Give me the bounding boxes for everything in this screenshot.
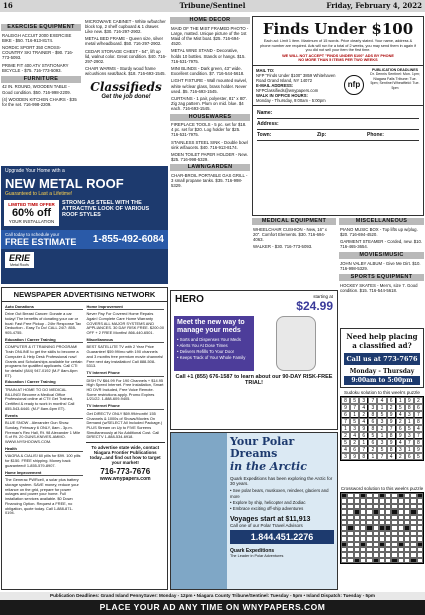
sudoku-cell: 2 [414,397,423,404]
deadlines-text: Dr. Dennis Sentinel: Mon. 1pm; Niagara Falls Tribune: Tue. 5pm; Sentinel Wheatfield: Tue. 5pm [370,72,420,90]
listing: CURTAINS - 1 pair, polyester, 81" x 80". Zig zag pattern. Plum on mid. blue. $4 each. 716-693-1545. [171,95,248,112]
sudoku-cell: 6 [350,446,359,453]
sudoku-cell: 7 [387,425,396,432]
section-furniture: FURNITURE [1,76,81,83]
finds-warning: WE WILL NOT ACCEPT "FINDS UNDER $100" ADS BY PHONE [282,53,394,58]
section-lawn-garden: LAWN/GARDEN [170,164,250,171]
sudoku-cell: 1 [359,439,368,446]
sudoku-cell: 1 [350,411,359,418]
arctic-voyages: Voyages start at $11,913 [230,516,311,523]
help-box [340,328,424,388]
network-cta: To advertise state wide, contact Niagara Frontier Publications today...and find out how to target your market! [89,445,161,466]
sudoku-cell: 2 [359,411,368,418]
finds-under-100-form [252,16,424,216]
crossword-solution [340,486,424,590]
listing: HOCKEY SKATES - Men's, size 7. Good condition. $15. 716-544-5618. [340,282,418,293]
arctic-call: Call one of our Polar Travel Advisors [230,523,303,528]
hero-headline: Meet the new way to manage your meds [177,319,245,334]
sudoku-cell: 5 [341,439,350,446]
sudoku-cell: 2 [396,418,405,425]
footer-cta[interactable]: PLACE YOUR AD ANY TIME ON WNYPAPERS.COM [0,600,425,615]
network-listing: Drive Out Breast Cancer: Donate a car today! The benefits of donating your car or boat: Fast Free Pickup - 24hr Response Tax Deduction - Easy To Do! CALL 24/7: 855-905-4755. [5,311,82,336]
sudoku-cell: 7 [414,432,423,439]
listing: METAL BED FRAME - Queen size, silver metal w/headboard. $50. 716-297-2902. [85,36,164,47]
sudoku-cell: 8 [405,404,414,411]
network-phone[interactable]: 716-773-7676 [100,467,151,477]
sudoku-cell: 5 [350,418,359,425]
sudoku-cell: 3 [405,411,414,418]
sudoku-cell: 3 [377,439,386,446]
sudoku-cell: 1 [405,418,414,425]
section-home-decor: HOME DECOR [170,17,250,24]
mail-to-label: MAIL TO: [256,67,275,73]
sudoku-cell: 7 [350,404,359,411]
sudoku-cell: 5 [414,453,423,460]
zip-field[interactable]: Zip: [317,131,327,138]
arctic-features [230,488,334,512]
listing: GARMENT STEAMER - Corded, new. $10. 716-465-3654. [340,238,423,250]
network-right-column [86,305,166,441]
listing: (4) WOODEN KITCHEN CHAIRS - $35 for the set. 716-998-2209. [2,96,77,108]
sudoku-cell: 7 [368,397,377,404]
listing: MAID OF THE MIST FRAMED PHOTO - Large, matted. Unique picture of the 1st Maid of the Mist boat. $25. 716-694-4520. [171,25,249,47]
finds-title: Finds Under $100 [262,20,414,38]
sudoku-cell: 5 [377,411,386,418]
phone-field[interactable]: Phone: [367,131,384,138]
sudoku-cell: 7 [377,453,386,460]
hero-call[interactable]: Call +1 (855) 676-1587 to learn about our 90-DAY RISK-FREE TRIAL! [175,374,333,386]
sudoku-cell: 9 [359,425,368,432]
sudoku-cell: 2 [387,404,396,411]
listing: JOHN VALBY ALBUM - Give Me Dirt. $10. 716-998-5329. [340,260,421,272]
listing: MINI BLINDS - Dark green, 43" wide. Excellent condition. $7. 716-544-5618. [171,65,245,77]
listing: MICROWAVE CABINET - White w/butcher block top, 2 shelf cupboard & 1 drawer. Like new. $30. 716-297-2902. [85,18,166,34]
hero-feature-item: • Alerts You At Dose Times [177,343,228,348]
roof-limited: LIMITED TIME OFFER [8,202,55,207]
roof-upgrade: Upgrade Your Home with a [5,168,65,174]
sudoku-cell: 5 [396,404,405,411]
sudoku-cell: 9 [387,439,396,446]
sudoku-cell: 4 [387,453,396,460]
sudoku-cell: 3 [405,432,414,439]
sudoku-cell: 2 [396,453,405,460]
sudoku-cell: 6 [387,397,396,404]
listing: CHAR-BROIL PORTABLE GAS GRILL - 3 small propane tanks. $35. 716-998-5329. [171,172,248,189]
sudoku-cell: 5 [377,446,386,453]
network-category: TV Internet Phone [87,404,165,410]
name-field[interactable]: Name: [257,108,419,119]
sudoku-cell: 2 [350,439,359,446]
roof-title: NEW METAL ROOF [5,176,124,191]
sudoku-cell: 6 [396,425,405,432]
network-listing: The Generac PWRcell, a solar plus battery storage system. SAVE money, reduce your reliance on the grid, prepare for power outages and power your home. Full installation services available. $0 Down Financing Option. Request a FREE, no obligation, quote today. Call 1-888-871-0194. [5,477,79,516]
hero-feature-item: • Keeps Track of Your Whole Family [177,355,246,360]
hero-features [177,337,251,361]
sudoku-cell: 8 [414,439,423,446]
sudoku-cell: 5 [368,432,377,439]
section-exercise: EXERCISE EQUIPMENT [1,24,81,31]
sudoku-cell: 7 [414,411,423,418]
walk-in-label: WALK IN OFFICE HOURS: [256,92,308,98]
sudoku-cell: 7 [405,439,414,446]
sudoku-cell: 8 [341,397,350,404]
hero-price: $24.99 [296,299,333,313]
arctic-feature-item: • Embrace exciting off-ship adventures [230,506,304,511]
sudoku-cell: 2 [377,425,386,432]
sudoku-cell: 3 [350,425,359,432]
help-days: Monday - Thursday [349,368,415,375]
network-category: TV Internet Phone [87,371,165,377]
network-category: Miscellaneous [87,338,165,344]
polar-bear-photo-icon [171,433,227,590]
sudoku-cell: 4 [359,404,368,411]
network-listing: DISH TV $64.99 For 190 Channels + $14.95 High Speed Internet. Free Installation, Smart HD DVR Included, Free Voice Remote. Some restrictions apply. Promo Expires 1/21/22. 1-888-609-9405. [86,377,164,402]
sudoku-cell: 6 [368,418,377,425]
classifieds-logo: Classifieds Get the job done! [90,79,162,100]
network-category: Home Improvement [87,305,165,311]
issue-date: Friday, February 4, 2022 [326,1,422,10]
listing: RALEIGH ACCUIT 2000 EXERCISE BIKE - $50. 716-913-8174. [2,32,72,43]
sudoku-cell: 8 [359,453,368,460]
column-medical [252,218,336,278]
sudoku-cell: 6 [368,439,377,446]
hero-logo: HERO [175,294,204,305]
sudoku-cell: 4 [350,432,359,439]
sudoku-cell: 9 [405,397,414,404]
sudoku-cell: 9 [387,418,396,425]
sudoku-cell: 4 [341,446,350,453]
sudoku-cell: 1 [377,404,386,411]
network-title: NEWSPAPER ADVERTISING NETWORK [2,288,167,302]
sudoku-cell: 7 [341,418,350,425]
arctic-phone[interactable]: 1.844.451.2276 [230,530,334,544]
arctic-body: Quark Expeditions has been exploring the Arctic for 30 years. [230,476,333,486]
listing: FIREPLACE TOOLS - 5 pc. set for $18. 4 pc. set for $20. Log holder for $25. 716-531-7975. [171,122,247,138]
finds-rules: Each ad: Limit 1 item. Maximum of 15 words. Price clearly stated. Your name, address & phone number are required. Ads will run for a total of 2 weeks, you may send them in again if you did not sell your item the first time. [260,39,416,53]
email-label: E-MAIL ADDRESS: [256,82,294,88]
sudoku-cell: 1 [405,446,414,453]
network-listing: VIAGRA & CIALIS! 60 pills for $99. 100 pills for $150. FREE shipping. Money back guaranteed! 1-855-579-8907. [5,453,81,468]
roof-estimate-pre: Call today to schedule your [5,232,60,237]
sudoku-cell: 4 [359,418,368,425]
email-address[interactable]: NFPClassifieds@wnypapers.com [256,87,319,93]
sudoku-grid [340,396,424,461]
sudoku-cell: 9 [387,411,396,418]
sudoku-cell: 6 [405,453,414,460]
listing: CHAIR WARMS - Sturdy wood frame w/cushions seat/back. $18. 716-693-1545. [85,66,166,77]
listing: LIGHT FIXTURE - Wall mounted swivel, white w/clear glass, brass holder. Never used. $5. 716-693-1545. [171,78,248,94]
arctic-feature-item: • Explore by ship, helicopter and Zodiac [230,500,306,505]
hero-ad [170,290,338,430]
sudoku-cell: 1 [377,432,386,439]
sudoku-cell: 1 [341,425,350,432]
sudoku-cell: 9 [341,404,350,411]
erie-logo: ERIE [9,253,31,263]
listing: 42 IN. ROUND, WOODEN TABLE - Good condition. $50. 716-998-2209. [2,84,71,95]
sudoku-cell: 8 [387,446,396,453]
page-number: 16 [3,1,13,10]
advertising-network [1,287,168,590]
quark-tagline: The Leader in Polar Adventures [230,554,284,558]
publication-deadlines: Publication Deadlines: Grand Island PennySaver: Monday - 12pm • Niagara County Tribune/Sentinel: Tuesday - 5pm • Island Dispatch: Tuesday - 5pm [0,592,425,600]
network-listing: COMPUTER & IT TRAINING PROGRAM! Train ONLINE to get the skills to become a Computer & Help Desk Professional now! Grants and Scholarships available for certain programs for qualified applicants. Call CTI for details! (844) 947-0192 (M-F 8am-6pm ET). [5,344,83,378]
sudoku-cell: 6 [414,404,423,411]
sudoku-cell: 9 [414,446,423,453]
section-housewares: HOUSEWARES [170,114,250,121]
sudoku-cell: 8 [414,418,423,425]
hero-feature-item: • Sorts and Dispenses Your Meds [177,337,241,342]
sudoku-cell: 7 [359,446,368,453]
network-category: Auto Donations [5,305,83,311]
finds-warning-2: NO MORE THAN 5 ITEMS PER TWO WEEKS [298,57,378,62]
sudoku-cell: 1 [396,397,405,404]
sudoku-cell: 3 [368,404,377,411]
sudoku-cell: 8 [368,425,377,432]
section-medical: MEDICAL EQUIPMENT [252,218,336,225]
network-listing: Get DIRECTV ONLY $69.99/month! 155 Channels & 1000s of Shows/Movies On Demand (w/SELECT All Included Package.) PLUS Stream on Up to FIVE Screens Simultaneously at No Additional Cost. Call DIRECTV 1-888-534-6918. [86,410,163,440]
erie-logo-sub: Metal Roofs [10,263,29,267]
column-household [84,17,168,164]
sudoku-cell: 4 [414,425,423,432]
network-category: Education / Career Training [5,380,83,386]
section-miscellaneous: MISCELLANEOUS [339,218,424,225]
listing: PRIME FIT 400 ATV STATIONARY BICYCLE - $75. 716-773-5093. [2,62,69,73]
crossword-cell [417,558,423,563]
arctic-title-2: in the Arctic [230,460,307,473]
sudoku-cell: 9 [396,432,405,439]
network-listing: TRAIN AT HOME TO DO MEDICAL BILLING! Become a Medical Office Professional online at CTI! Get Trained, Certified & ready to work in months! Call 855-543-6440. (M-F 8am-6pm ET). [5,387,75,411]
network-listing: BLUE SNOW - Alexander Gun Show. Sunday, February 6 ONLY, 8am - 3p.m. Fireman's Rec Hall, Rt. 98 Alexander 1 Mile S of Rt. 20 GUNS-KNIVES-AMMO. WWW.NYSHOOWS.COM. [5,420,81,445]
sudoku-cell: 4 [377,397,386,404]
roof-install: YOUR INSTALLATION [8,219,55,224]
town-field[interactable]: Town: [257,131,272,138]
roof-strong: STRONG AS STEEL WITH THE ATTRACTIVE LOOK OF VARIOUS ROOF STYLES [62,200,150,218]
network-category: Events [5,414,83,420]
paper-name: Tribune/Sentinel [179,1,246,10]
quark-logo: Quark Expeditions [230,548,275,554]
column-decor [170,17,250,327]
network-url[interactable]: www.wnypapers.com [99,476,151,483]
help-line-2: a classified ad? [352,341,412,350]
network-listing: BEST SATELLITE TV with 2 Year Price Guarantee! $59.99/mo with 190 channels and 3 months free premium movie channels! Free next day installation! Call 888-508-5313. [86,344,164,369]
listing: STAINLESS STEEL SINK - Double bowl sink w/faucets. $40. 716-913-8174. [171,139,248,150]
arctic-title: Your Polar Dreams [230,435,295,460]
sudoku-cell: 3 [341,453,350,460]
sudoku-cell: 9 [350,453,359,460]
crossword-grid [340,492,424,564]
sudoku-cell: 4 [396,439,405,446]
crossword-label: Crossword solution to this week's puzzle [340,486,424,491]
sudoku-cell: 3 [359,397,368,404]
sudoku-cell: 3 [377,418,386,425]
hero-price-sub: starting at [313,294,333,299]
sudoku-cell: 8 [387,432,396,439]
sudoku-cell: 6 [341,411,350,418]
network-listing: Never Pay For Covered Home Repairs Again! Complete Care Home Warranty COVERS ALL MAJOR SYSTEMS AND APPLIANCES. 30 DAY RISK FREE. $200.00 OFF + 2 FREE Months! 866-440-6501. [86,311,164,336]
sudoku-cell: 8 [368,411,377,418]
listing: WALKER - $30. 716-773-5093. [253,244,313,250]
sudoku-cell: 2 [341,432,350,439]
listing: PIANO MUSIC BOX - Top lifts up w/plug. $20. 716-694-4520. [340,226,418,237]
address-field[interactable]: Address: [257,119,419,130]
sudoku-cell: 5 [405,425,414,432]
sudoku-label: Sudoku solution to this week's puzzle [344,390,420,395]
column-exercise-furniture [1,24,81,164]
help-line-1: Need help placing [346,332,418,341]
arctic-feature-item: • See polar bears, muskoxen, reindeer, glaciers and more [230,488,329,499]
listing: METAL WINE STAND - Decorative, holds 10 bottles. Stands or hangs. $15. 716-531-7975. [171,48,246,64]
network-category: Home Improvement [5,471,83,477]
network-left-column [4,303,84,518]
listing: NORDIC SPORT 350 CROSS-COUNTRY SKI TRAINER - $90. 716-773-5093. [2,44,74,61]
sudoku-cell: 6 [359,432,368,439]
section-movies-music: MOVIES/MUSIC [339,252,424,259]
listing: WHEELCHAIR CUSHION - New, 16" x 20". Comfort Elements. $30. 716-694-4063. [253,226,327,242]
office-hours: Monday - Thursday, 9:00am - 5:00pm [256,97,326,103]
roof-discount: 60% off [11,207,52,219]
help-time: 9:00am to 5:00pm [344,376,420,385]
deadlines-label: PUBLICATION DEADLINES [371,67,419,72]
roof-phone[interactable]: 1-855-492-6084 [92,234,164,245]
mail-address: NFP "Finds Under $100" 3859 Whitehaven Road Grand Island, NY 14072 [256,72,336,83]
sudoku-solution [340,390,424,482]
hero-feature-item: • Delivers Refills To Your Door [177,349,235,354]
listing: MOEN TOILET PAPER HOLDER - New. $25. 716-998-5329. [171,152,248,163]
sudoku-cell: 5 [350,397,359,404]
section-sports: SPORTS EQUIPMENT [339,274,424,281]
page-header [0,0,425,12]
roof-estimate: FREE ESTIMATE [5,237,77,247]
nfp-logo-icon: nfp [341,66,367,105]
sudoku-cell: 2 [368,446,377,453]
network-category: Health [5,447,83,453]
sudoku-cell: 3 [396,446,405,453]
sudoku-cell: 1 [368,453,377,460]
quark-arctic-ad [170,432,338,590]
sudoku-cell: 4 [396,411,405,418]
metal-roof-ad [1,166,168,284]
network-category: Education / Career Training [5,338,83,344]
pill-dispenser-icon [254,316,337,371]
help-call[interactable]: Call us at 773-7676 [344,353,420,365]
roof-guarantee: Guaranteed to Last a Lifetime! [5,191,73,197]
listing: CEDAR STORAGE CHEST - 54", lift up lid, walnut color. Great condition. $40. 716-297-2902. [85,48,167,64]
